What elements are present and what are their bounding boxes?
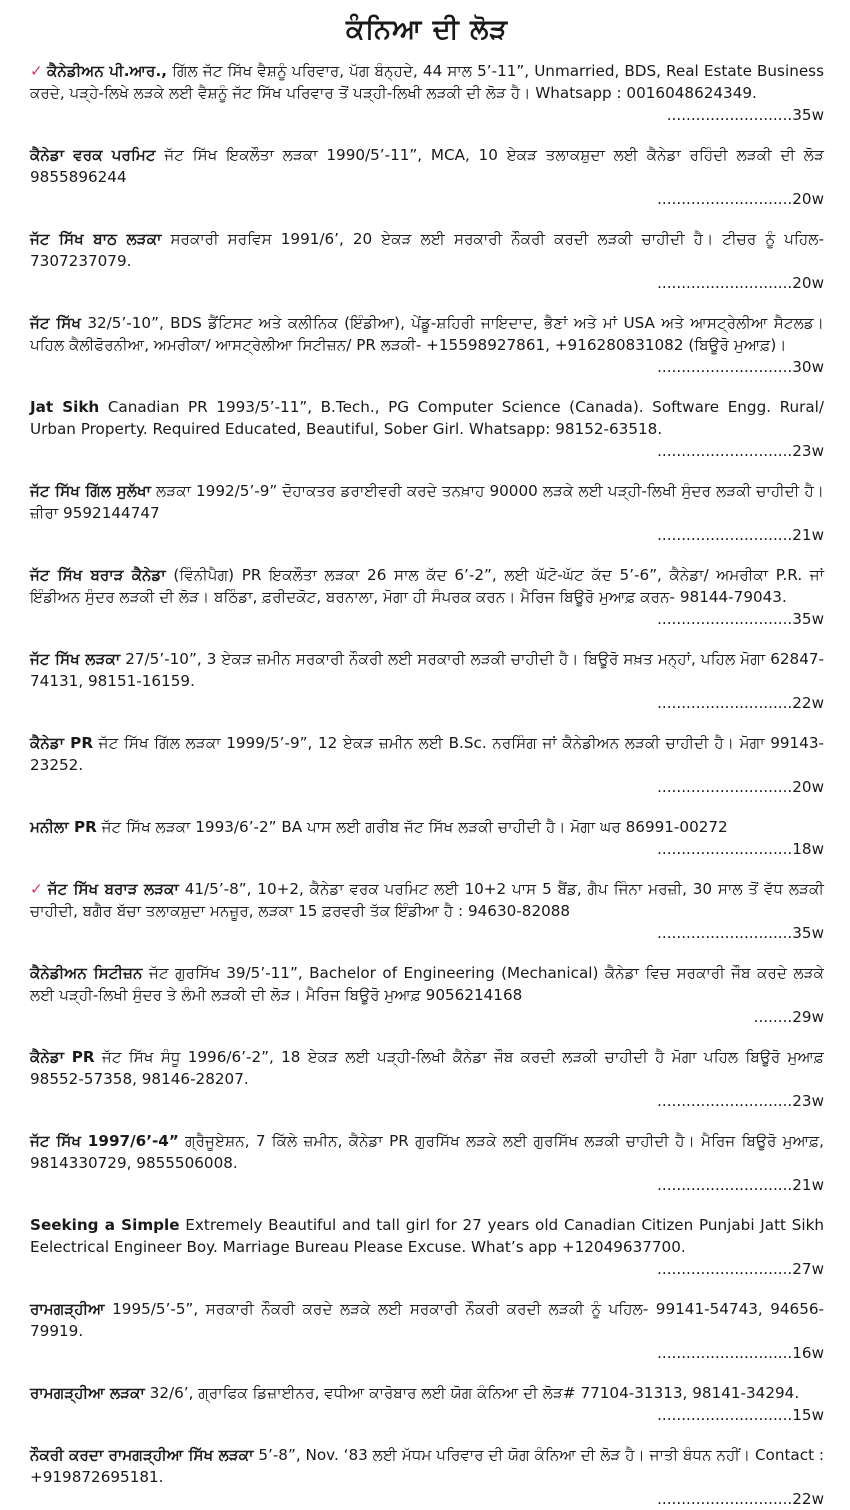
ad-text xyxy=(30,1298,824,1342)
ad-lead: ਕੈਨੇਡੀਅਨ ਸਿਟੀਜ਼ਨ xyxy=(30,964,143,982)
ad-item xyxy=(30,396,824,462)
ad-lead: ਕੈਨੇਡਾ ਵਰਕ ਪਰਮਿਟ xyxy=(30,146,156,164)
ad-text xyxy=(30,396,824,440)
ad-lead: Seeking a Simple xyxy=(30,1216,180,1234)
ad-item xyxy=(30,144,824,210)
ad-body: 27/5’-10”, 3 ਏਕੜ ਜ਼ਮੀਨ ਸਰਕਾਰੀ ਨੌਕਰੀ ਲਈ ਸਰਕਾਰੀ ਲੜਕੀ ਚਾਹੀਦੀ ਹੈ। ਬਿਊਰੋ ਸਖ਼ਤ ਮਨ੍ਹਾਂ, ਪਹਿਲ ਮੋਗਾ 62847-74131, 98151-16159. xyxy=(30,650,824,690)
ad-text xyxy=(30,228,824,272)
ad-lead: ਮਨੀਲਾ PR xyxy=(30,818,97,836)
ad-code: ............................21w xyxy=(657,1176,824,1194)
ad-text xyxy=(30,1444,824,1488)
ad-body: Canadian PR 1993/5’-11”, B.Tech., PG Computer Science (Canada). Software Engg. Rural/ Urban Property. Required Educated, Beautiful, Sober Girl. Whatsapp: 98152-63518. xyxy=(30,398,824,438)
ad-item xyxy=(30,732,824,798)
ad-code: ............................20w xyxy=(657,778,824,796)
ad-code: ............................27w xyxy=(657,1260,824,1278)
checkmark-icon: ✓ xyxy=(30,880,44,898)
ad-item xyxy=(30,648,824,714)
ad-text xyxy=(30,144,824,188)
ad-code: ............................21w xyxy=(657,526,824,544)
ad-lead: ਜੱਟ ਸਿੱਖ ਬਰਾੜ ਕੈਨੇਡਾ xyxy=(30,566,166,584)
ad-item xyxy=(30,1444,824,1510)
ad-body: 32/6’, ਗ੍ਰਾਫਿਕ ਡਿਜ਼ਾਈਨਰ, ਵਧੀਆ ਕਾਰੋਬਾਰ ਲਈ ਯੋਗ ਕੰਨਿਆ ਦੀ ਲੋੜ# 77104-31313, 98141-34294. xyxy=(144,1384,800,1402)
ad-lead: Jat Sikh xyxy=(30,398,100,416)
ad-lead: ਨੌਕਰੀ ਕਰਦਾ ਰਾਮਗੜ੍ਹੀਆ ਸਿੱਖ ਲੜਕਾ xyxy=(30,1446,254,1464)
ad-item xyxy=(30,1130,824,1196)
ad-code: ........29w xyxy=(753,1008,824,1026)
checkmark-icon: ✓ xyxy=(30,62,43,80)
ad-lead: ਕੈਨੇਡਾ PR xyxy=(30,734,94,752)
ad-text xyxy=(30,1046,824,1090)
ad-body: 5’-8”, Nov. ‘83 ਲਈ ਮੱਧਮ ਪਰਿਵਾਰ ਦੀ ਯੋਗ ਕੰਨਿਆ ਦੀ ਲੋੜ ਹੈ। ਜਾਤੀ ਬੰਧਨ ਨਹੀਂ। Contact : +919872695181. xyxy=(30,1446,825,1486)
ad-body: 41/5’-8”, 10+2, ਕੈਨੇਡਾ ਵਰਕ ਪਰਮਿਟ ਲਈ 10+2 ਪਾਸ 5 ਬੈਂਡ, ਗੈਪ ਜਿੰਨਾ ਮਰਜ਼ੀ, 30 ਸਾਲ ਤੋਂ ਵੱਧ ਲੜਕੀ ਚਾਹੀਦੀ, ਬਗੈਰ ਬੱਚਾ ਤਲਾਕਸ਼ੁਦਾ ਮਨਜ਼ੂਰ, ਲੜਕਾ 15 ਫ਼ਰਵਰੀ ਤੱਕ ਇੰਡੀਆ ਹੈ : 94630-82088 xyxy=(30,880,824,920)
ad-lead: ਰਾਮਗੜ੍ਹੀਆ xyxy=(30,1300,105,1318)
ad-item xyxy=(30,1214,824,1280)
ad-text xyxy=(30,648,824,692)
ad-item xyxy=(30,480,824,546)
ad-body: ਗ੍ਰੈਜੂਏਸ਼ਨ, 7 ਕਿੱਲੇ ਜ਼ਮੀਨ, ਕੈਨੇਡਾ PR ਗੁਰਸਿੱਖ ਲੜਕੇ ਲਈ ਗੁਰਸਿੱਖ ਲੜਕੀ ਚਾਹੀਦੀ ਹੈ। ਮੈਰਿਜ ਬਿਊਰੋ ਮੁਆਫ਼, 9814330729, 9855506008. xyxy=(30,1132,824,1172)
ad-body: ਜੱਟ ਸਿੱਖ ਗਿੱਲ ਲੜਕਾ 1999/5’-9”, 12 ਏਕੜ ਜ਼ਮੀਨ ਲਈ B.Sc. ਨਰਸਿੰਗ ਜਾਂ ਕੈਨੇਡੀਅਨ ਲੜਕੀ ਚਾਹੀਦੀ ਹੈ। ਮੋਗਾ 99143-23252. xyxy=(30,734,824,774)
ads-list xyxy=(30,60,824,1510)
ad-item xyxy=(30,1046,824,1112)
ad-item xyxy=(30,564,824,630)
ad-code: ..........................35w xyxy=(666,106,824,124)
ad-body: ਜੱਟ ਸਿੱਖ ਇਕਲੌਤਾ ਲੜਕਾ 1990/5’-11”, MCA, 10 ਏਕੜ ਤਲਾਕਸ਼ੁਦਾ ਲਈ ਕੈਨੇਡਾ ਰਹਿੰਦੀ ਲੜਕੀ ਦੀ ਲੋੜ 9855896244 xyxy=(30,146,824,186)
ad-item xyxy=(30,878,824,944)
ad-code: ............................15w xyxy=(657,1406,824,1424)
ad-body: 32/5’-10”, BDS ਡੈਂਟਿਸਟ ਅਤੇ ਕਲੀਨਿਕ (ਇੰਡੀਆ), ਪੇਂਡੂ-ਸ਼ਹਿਰੀ ਜਾਇਦਾਦ, ਭੈਣਾਂ ਅਤੇ ਮਾਂ USA ਅਤੇ ਆਸਟ੍ਰੇਲੀਆ ਸੈਟਲਡ। ਪਹਿਲ ਕੈਲੀਫੋਰਨੀਆ, ਅਮਰੀਕਾ/ ਆਸਟ੍ਰੇਲੀਆ ਸਿਟੀਜ਼ਨ/ PR ਲੜਕੀ- +15598927861, +916280831082 (ਬਿਊਰੋ ਮੁਆਫ਼)। xyxy=(30,314,824,354)
ad-lead: ਜੱਟ ਸਿੱਖ 1997/6’-4” xyxy=(30,1132,179,1150)
ad-lead: ਜੱਟ ਸਿੱਖ ਲੜਕਾ xyxy=(30,650,121,668)
ad-body: ਜੱਟ ਸਿੱਖ ਲੜਕਾ 1993/6’-2” BA ਪਾਸ ਲਈ ਗਰੀਬ ਜੱਟ ਸਿੱਖ ਲੜਕੀ ਚਾਹੀਦੀ ਹੈ। ਮੋਗਾ ਘਰ 86991-00272 xyxy=(96,818,728,836)
ad-text xyxy=(30,816,824,838)
ad-item xyxy=(30,1298,824,1364)
ad-code: ............................18w xyxy=(657,840,824,858)
ad-text xyxy=(30,1130,824,1174)
ad-body: ਗਿੱਲ ਜੱਟ ਸਿੱਖ ਵੈਸ਼ਨੂੰ ਪਰਿਵਾਰ, ਪੱਗ ਬੰਨ੍ਹਦੇ, 44 ਸਾਲ 5’-11”, Unmarried, BDS, Real Estate Business ਕਰਦੇ, ਪੜ੍ਹੇ-ਲਿਖੇ ਲੜਕੇ ਲਈ ਵੈਸ਼ਨੂੰ ਜੱਟ ਸਿੱਖ ਪਰਿਵਾਰ ਤੋਂ ਪੜ੍ਹੀ-ਲਿਖੀ ਲੜਕੀ ਦੀ ਲੋੜ ਹੈ। Whatsapp : 0016048624349. xyxy=(30,62,824,102)
ad-body: ਜੱਟ ਸਿੱਖ ਸੰਧੂ 1996/6’-2”, 18 ਏਕੜ ਲਈ ਪੜ੍ਹੀ-ਲਿਖੀ ਕੈਨੇਡਾ ਜੌਬ ਕਰਦੀ ਲੜਕੀ ਚਾਹੀਦੀ ਹੈ ਮੋਗਾ ਪਹਿਲ ਬਿਊਰੋ ਮੁਆਫ਼ 98552-57358, 98146-28207. xyxy=(30,1048,824,1088)
ad-lead: ਜੱਟ ਸਿੱਖ ਬਰਾੜ ਲੜਕਾ xyxy=(47,880,179,898)
page-title: ਕੰਨਿਆ ਦੀ ਲੋੜ xyxy=(345,14,509,45)
ad-code: ............................30w xyxy=(657,358,824,376)
ad-code: ............................22w xyxy=(657,1490,824,1508)
ad-text xyxy=(30,1382,824,1404)
ad-code: ............................23w xyxy=(657,442,824,460)
ad-item xyxy=(30,60,824,126)
ad-code: ............................35w xyxy=(657,924,824,942)
ad-lead: ਜੱਟ ਸਿੱਖ ਬਾਠ ਲੜਕਾ xyxy=(30,230,162,248)
ad-code: ............................16w xyxy=(657,1344,824,1362)
ad-text xyxy=(30,564,824,608)
ad-text xyxy=(30,480,824,524)
ad-code: ............................20w xyxy=(657,190,824,208)
ad-lead: ਰਾਮਗੜ੍ਹੀਆ ਲੜਕਾ xyxy=(30,1384,145,1402)
ad-text xyxy=(30,962,824,1006)
ad-code: ............................23w xyxy=(657,1092,824,1110)
ad-body: ਸਰਕਾਰੀ ਸਰਵਿਸ 1991/6’, 20 ਏਕੜ ਲਈ ਸਰਕਾਰੀ ਨੌਕਰੀ ਕਰਦੀ ਲੜਕੀ ਚਾਹੀਦੀ ਹੈ। ਟੀਚਰ ਨੂੰ ਪਹਿਲ- 7307237079. xyxy=(30,230,824,270)
ad-body: Extremely Beautiful and tall girl for 27 years old Canadian Citizen Punjabi Jatt Sikh Eelectrical Engineer Boy. Marriage Bureau Please Excuse. What’s app +12049637700. xyxy=(30,1216,825,1256)
ad-item xyxy=(30,962,824,1028)
ad-lead: ਜੱਟ ਸਿੱਖ xyxy=(30,314,82,332)
ad-text xyxy=(30,312,824,356)
ad-body: ਜੱਟ ਗੁਰਸਿੱਖ 39/5’-11”, Bachelor of Engineering (Mechanical) ਕੈਨੇਡਾ ਵਿਚ ਸਰਕਾਰੀ ਜੌਬ ਕਰਦੇ ਲੜਕੇ ਲਈ ਪੜ੍ਹੀ-ਲਿਖੀ ਸੁੰਦਰ ਤੇ ਲੰਮੀ ਲੜਕੀ ਦੀ ਲੋੜ। ਮੈਰਿਜ ਬਿਊਰੋ ਮੁਆਫ਼ 9056214168 xyxy=(30,964,824,1004)
ad-text xyxy=(30,60,824,104)
ad-item xyxy=(30,816,824,860)
ad-lead: ਕੈਨੇਡੀਅਨ ਪੀ.ਆਰ., xyxy=(46,62,167,80)
ad-body: 1995/5’-5”, ਸਰਕਾਰੀ ਨੌਕਰੀ ਕਰਦੇ ਲੜਕੇ ਲਈ ਸਰਕਾਰੀ ਨੌਕਰੀ ਕਰਦੀ ਲੜਕੀ ਨੂੰ ਪਹਿਲ- 99141-54743, 94656-79919. xyxy=(30,1300,824,1340)
ad-code: ............................20w xyxy=(657,274,824,292)
ad-code: ............................35w xyxy=(657,610,824,628)
ad-lead: ਕੈਨੇਡਾ PR xyxy=(30,1048,95,1066)
ad-text xyxy=(30,878,824,922)
ad-code: ............................22w xyxy=(657,694,824,712)
ad-body: (ਵਿੰਨੀਪੈਗ) PR ਇਕਲੌਤਾ ਲੜਕਾ 26 ਸਾਲ ਕੱਦ 6’-2”, ਲਈ ਘੱਟੋ-ਘੱਟ ਕੱਦ 5’-6”, ਕੈਨੇਡਾ/ ਅਮਰੀਕਾ P.R. ਜਾਂ ਇੰਡੀਅਨ ਸੁੰਦਰ ਲੜਕੀ ਦੀ ਲੋੜ। ਬਠਿੰਡਾ, ਫ਼ਰੀਦਕੋਟ, ਬਰਨਾਲਾ, ਮੋਗਾ ਹੀ ਸੰਪਰਕ ਕਰਨ। ਮੈਰਿਜ ਬਿਊਰੋ ਮੁਆਫ਼ ਕਰਨ- 98144-79043. xyxy=(30,566,824,606)
ad-item xyxy=(30,228,824,294)
ad-item xyxy=(30,1382,824,1426)
ad-text xyxy=(30,732,824,776)
ad-lead: ਜੱਟ ਸਿੱਖ ਗਿੱਲ ਸੁਲੱਖਾ xyxy=(30,482,151,500)
ad-body: ਲੜਕਾ 1992/5’-9” ਦੋਹਾਕਤਰ ਡਰਾਈਵਰੀ ਕਰਦੇ ਤਨਖ਼ਾਹ 90000 ਲੜਕੇ ਲਈ ਪੜ੍ਹੀ-ਲਿਖੀ ਸੁੰਦਰ ਲੜਕੀ ਚਾਹੀਦੀ ਹੈ। ਜ਼ੀਰਾ 9592144747 xyxy=(30,482,825,522)
ad-text xyxy=(30,1214,824,1258)
ad-item xyxy=(30,312,824,378)
